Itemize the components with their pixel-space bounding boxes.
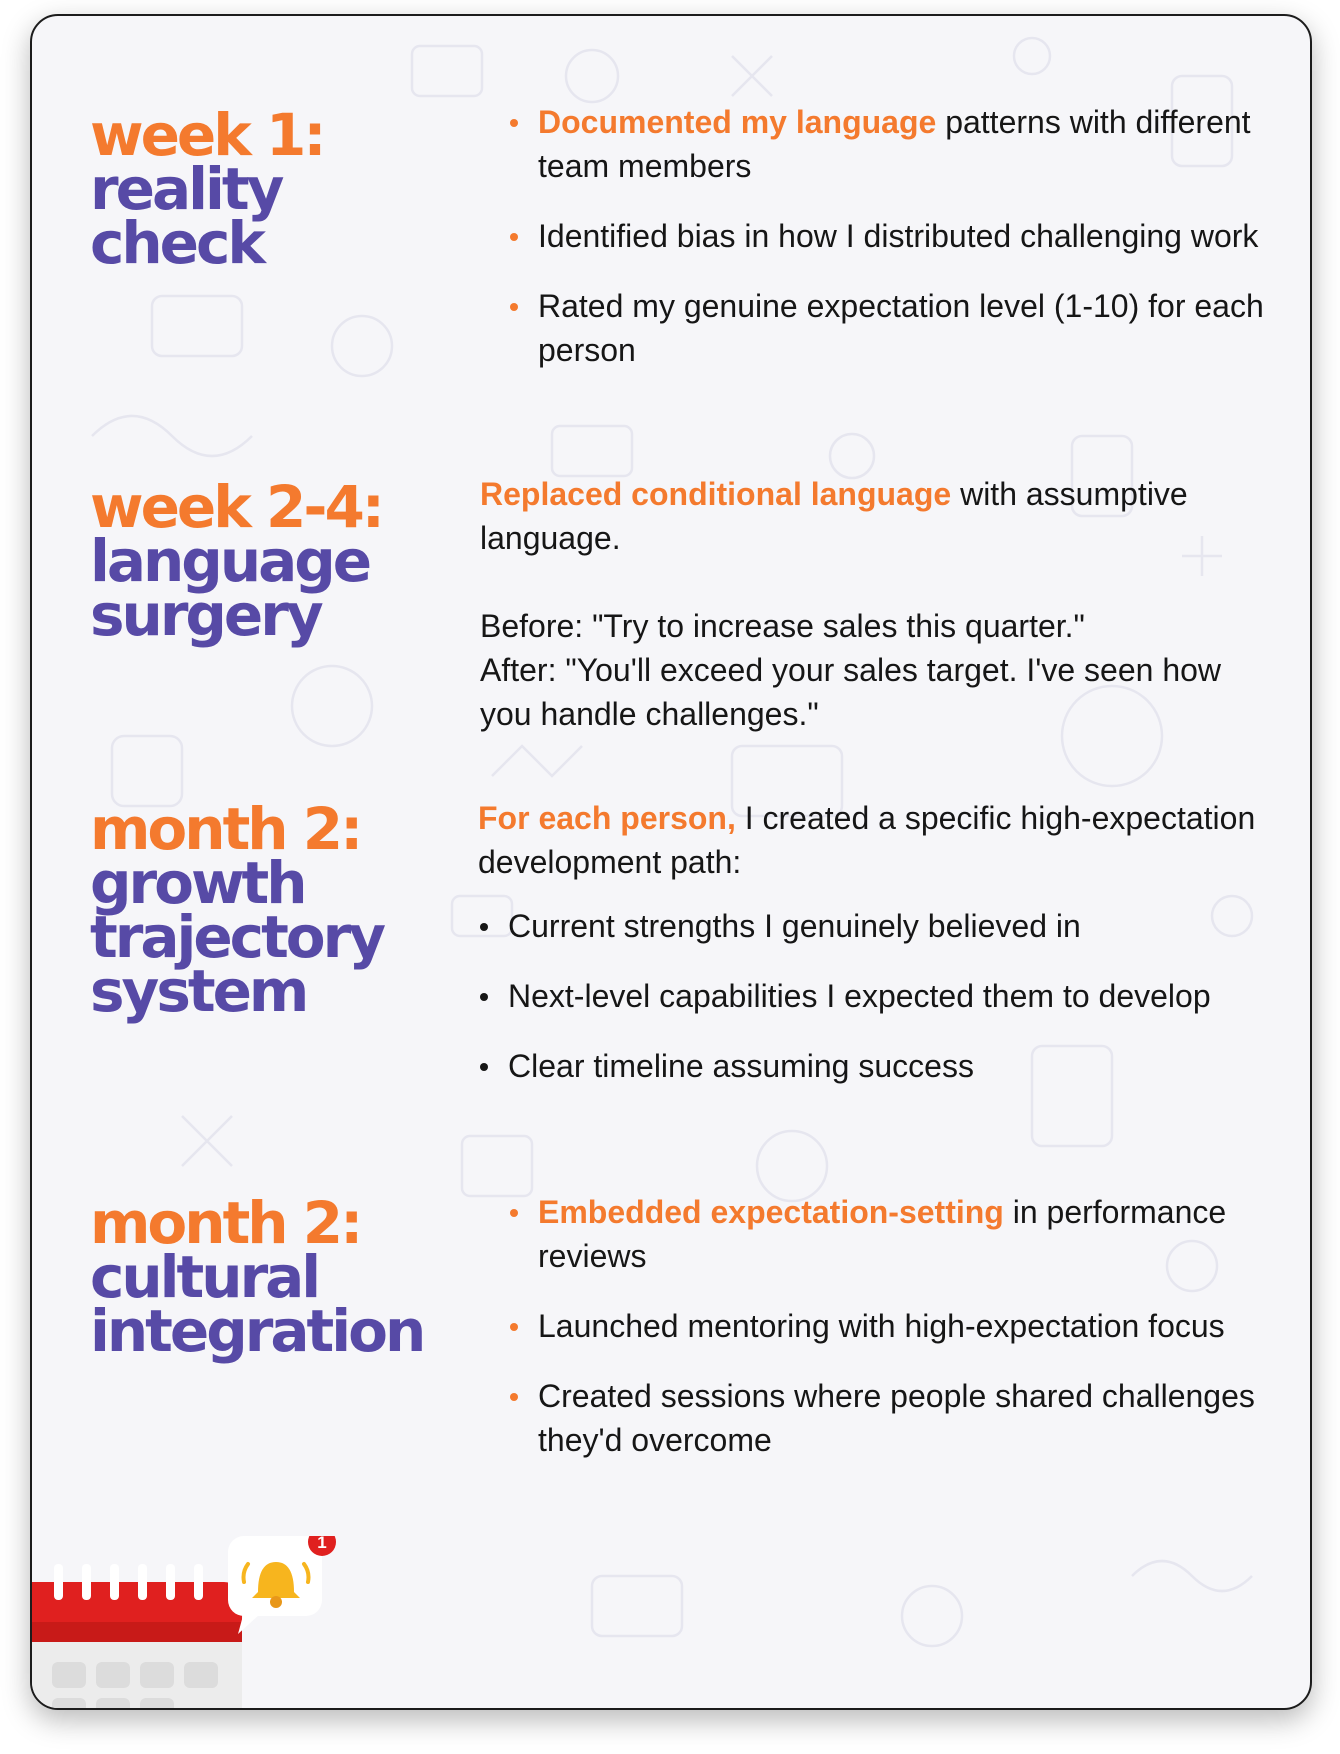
section-3-period: month 2:	[90, 795, 361, 863]
section-2-title	[90, 473, 382, 649]
list-item: Documented my language patterns with different team members	[508, 100, 1268, 188]
section-3-intro: For each person, I created a specific high-expectation development path:	[478, 800, 1256, 880]
section-4-period: month 2:	[90, 1189, 361, 1257]
section-4-list	[508, 1190, 1268, 1462]
list-item: Clear timeline assuming success	[478, 1044, 1268, 1088]
section-1-title-line-1: reality	[90, 155, 282, 223]
section-1-title-line-2: check	[90, 209, 263, 277]
list-item: Identified bias in how I distributed challenging work	[508, 214, 1268, 258]
section-3-content	[478, 796, 1268, 1114]
notification-count: 1	[317, 1536, 327, 1552]
section-1-content	[508, 100, 1268, 398]
section-3-title-line-1: growth	[90, 849, 305, 917]
section-4-title-line-1: cultural	[90, 1243, 319, 1311]
list-item: Current strengths I genuinely believed in	[478, 904, 1268, 948]
section-4-content	[508, 1190, 1268, 1488]
section-4-title	[90, 1189, 424, 1365]
calendar-icon	[32, 1564, 242, 1710]
section-1-period: week 1:	[90, 101, 324, 169]
section-3-title-line-3: system	[90, 957, 307, 1025]
list-item: Created sessions where people shared challenges they'd overcome	[508, 1374, 1268, 1462]
section-1-list	[508, 100, 1268, 372]
section-3-list	[478, 904, 1268, 1088]
section-2-title-line-2: surgery	[90, 581, 321, 649]
section-2-title-line-1: language	[90, 527, 370, 595]
list-item: Next-level capabilities I expected them to develop	[478, 974, 1268, 1018]
list-item: Launched mentoring with high-expectation focus	[508, 1304, 1268, 1348]
after-example: After: "You'll exceed your sales target. I've seen how you handle challenges."	[480, 652, 1222, 732]
list-item: Rated my genuine expectation level (1-10) for each person	[508, 284, 1268, 372]
section-2-content	[480, 472, 1260, 736]
section-4-title-line-2: integration	[90, 1297, 424, 1365]
list-item: Embedded expectation-setting in performance reviews	[508, 1190, 1268, 1278]
section-3-title	[90, 795, 384, 1025]
section-3-title-line-2: trajectory	[90, 903, 384, 971]
section-1-title	[90, 101, 324, 277]
before-example: Before: "Try to increase sales this quarter."	[480, 608, 1085, 644]
section-2-period: week 2-4:	[90, 473, 382, 541]
card	[30, 14, 1312, 1710]
calendar-illustration	[32, 1536, 392, 1710]
section-2-intro: Replaced conditional language with assumptive language.	[480, 476, 1188, 556]
